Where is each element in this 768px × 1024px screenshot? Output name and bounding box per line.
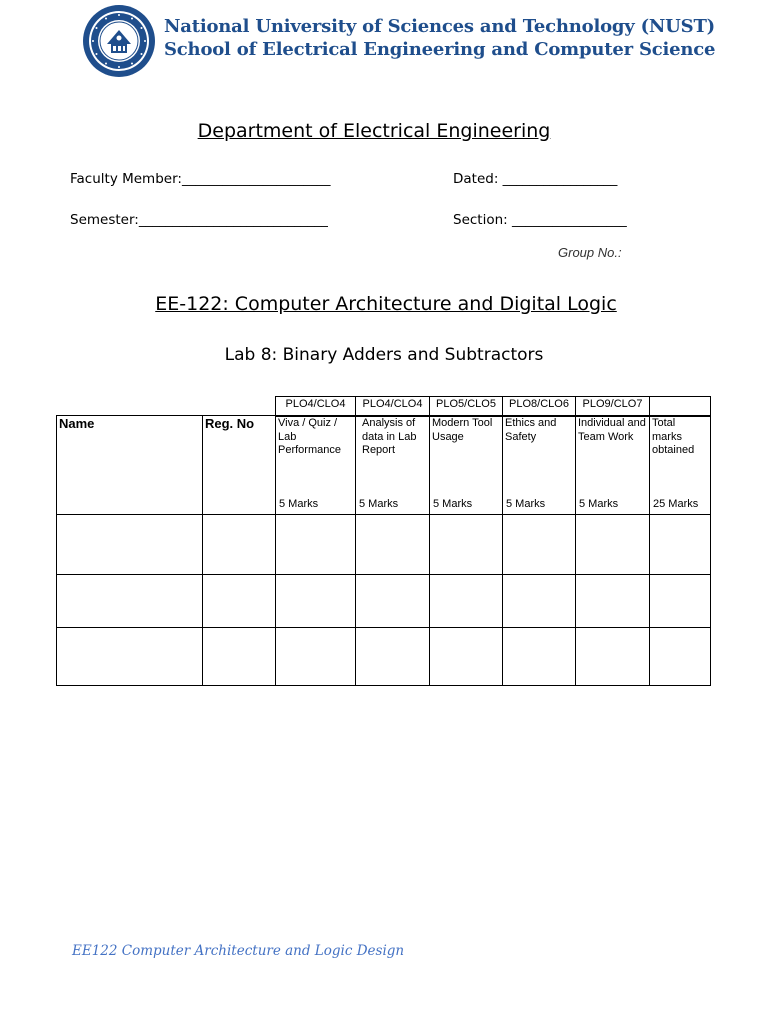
score-cell[interactable] [576, 628, 650, 686]
dated-field: Dated: _________________ [453, 171, 618, 187]
table-row [57, 628, 711, 686]
reg-no-cell[interactable] [203, 515, 276, 575]
lab-title: Lab 8: Binary Adders and Subtractors [224, 345, 544, 365]
reg-no-header-label: Reg. No [205, 416, 255, 431]
score-cell[interactable] [430, 628, 503, 686]
footer-course-name: EE122 Computer Architecture and Logic Design [72, 943, 405, 959]
score-cell[interactable] [276, 628, 356, 686]
score-cell[interactable] [356, 515, 430, 575]
score-cell[interactable] [356, 628, 430, 686]
criteria-marks: 5 Marks [506, 497, 546, 510]
name-cell[interactable] [57, 628, 203, 686]
marks-table [56, 415, 711, 686]
criteria-label: Total marks obtained [652, 417, 695, 456]
score-cell[interactable] [430, 575, 503, 628]
name-cell[interactable] [57, 515, 203, 575]
plo-header: PLO9/CLO7 [576, 397, 650, 417]
criteria-marks: 5 Marks [359, 497, 399, 510]
total-cell[interactable] [650, 628, 711, 686]
criteria-header [576, 416, 650, 515]
criteria-marks: 5 Marks [433, 497, 473, 510]
criteria-label: Ethics and Safety [505, 417, 557, 443]
criteria-label: Analysis of data in Lab Report [362, 417, 417, 456]
table-row [57, 575, 711, 628]
name-cell[interactable] [57, 575, 203, 628]
plo-header: PLO4/CLO4 [276, 397, 356, 417]
school-name: School of Electrical Engineering and Computer Science [164, 39, 716, 60]
name-column-header [57, 416, 203, 515]
reg-no-cell[interactable] [203, 628, 276, 686]
nust-seal-logo [82, 4, 156, 78]
criteria-label: Individual and Team Work [578, 417, 646, 443]
department-title: Department of Electrical Engineering [197, 120, 551, 142]
criteria-header [430, 416, 503, 515]
score-cell[interactable] [356, 575, 430, 628]
name-header-label: Name [59, 416, 95, 431]
criteria-header [276, 416, 356, 515]
course-title: EE-122: Computer Architecture and Digital Logic [155, 293, 617, 315]
reg-no-column-header [203, 416, 276, 515]
total-cell[interactable] [650, 515, 711, 575]
section-field: Section: _________________ [453, 212, 627, 228]
criteria-label: Viva / Quiz / Lab Performance [278, 417, 341, 456]
semester-field: Semester:____________________________ [70, 212, 328, 228]
score-cell[interactable] [276, 515, 356, 575]
criteria-header [356, 416, 430, 515]
criteria-marks: 5 Marks [579, 497, 619, 510]
score-cell[interactable] [276, 575, 356, 628]
criteria-marks: 5 Marks [279, 497, 319, 510]
score-cell[interactable] [503, 515, 576, 575]
score-cell[interactable] [430, 515, 503, 575]
total-header [650, 416, 711, 515]
plo-header: PLO8/CLO6 [503, 397, 576, 417]
group-no-field: Group No.: [558, 245, 622, 260]
criteria-header [503, 416, 576, 515]
table-row [57, 515, 711, 575]
reg-no-cell[interactable] [203, 575, 276, 628]
score-cell[interactable] [576, 515, 650, 575]
faculty-member-field: Faculty Member:______________________ [70, 171, 331, 187]
criteria-header-row [57, 416, 711, 515]
plo-header: PLO5/CLO5 [430, 397, 503, 417]
criteria-marks: 25 Marks [653, 497, 699, 510]
criteria-label: Modern Tool Usage [432, 417, 493, 443]
university-name: National University of Sciences and Technology (NUST) [164, 16, 715, 37]
score-cell[interactable] [503, 628, 576, 686]
score-cell[interactable] [503, 575, 576, 628]
plo-header-row [275, 396, 711, 417]
score-cell[interactable] [576, 575, 650, 628]
plo-header-empty [650, 397, 711, 417]
plo-header: PLO4/CLO4 [356, 397, 430, 417]
total-cell[interactable] [650, 575, 711, 628]
